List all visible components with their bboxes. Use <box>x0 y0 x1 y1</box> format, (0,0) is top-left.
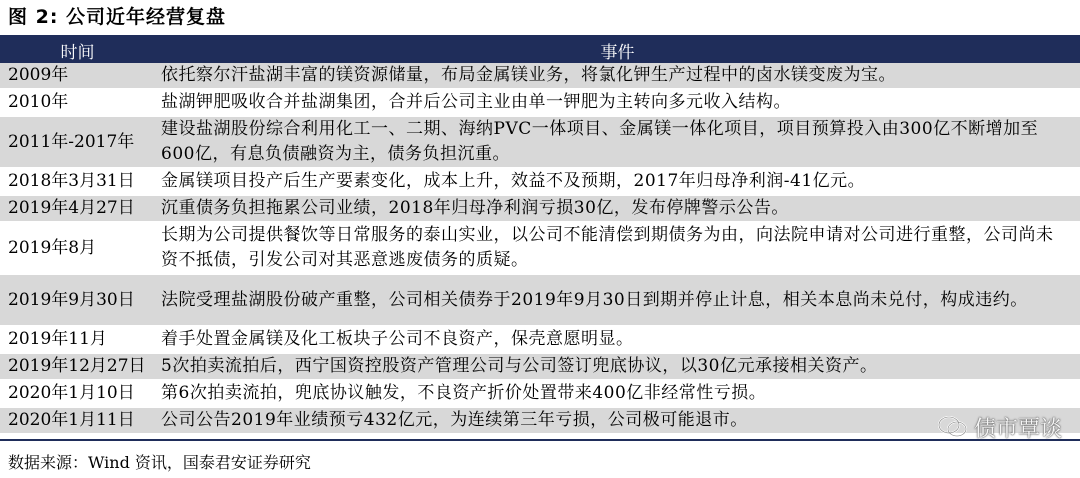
row-time: 2019年9月30日 <box>0 274 155 326</box>
header-time: 时间 <box>0 37 155 63</box>
table-header-row <box>0 37 1080 63</box>
row-event: 公司公告2019年业绩预亏432亿元，为连续第三年亏损，公司极可能退市。 <box>155 407 1080 434</box>
row-time: 2010年 <box>0 89 155 116</box>
row-time: 2019年12月27日 <box>0 353 155 380</box>
header-event: 事件 <box>155 37 1080 63</box>
row-time: 2019年11月 <box>0 326 155 353</box>
row-event: 金属镁项目投产后生产要素变化，成本上升，效益不及预期，2017年归母净利润-41亿元。 <box>155 168 1080 195</box>
row-time: 2019年8月 <box>0 222 155 274</box>
row-time: 2018年3月31日 <box>0 168 155 195</box>
row-time: 2019年4月27日 <box>0 195 155 222</box>
row-event: 5次拍卖流拍后，西宁国资控股资产管理公司与公司签订兜底协议，以30亿元承接相关资产。 <box>155 353 1080 380</box>
table-row <box>0 353 1080 380</box>
row-event: 建设盐湖股份综合利用化工一、二期、海纳PVC一体项目、金属镁一体化项目，项目预算投入由300亿不断增加至600亿，有息负债融资为主，债务负担沉重。 <box>155 116 1080 168</box>
row-event: 法院受理盐湖股份破产重整，公司相关债券于2019年9月30日到期并停止计息，相关本息尚未兑付，构成违约。 <box>155 274 1080 326</box>
row-event: 第6次拍卖流拍，兜底协议触发，不良资产折价处置带来400亿非经常性亏损。 <box>155 380 1080 407</box>
row-event: 盐湖钾肥吸收合并盐湖集团，合并后公司主业由单一钾肥为主转向多元收入结构。 <box>155 89 1080 116</box>
row-event: 依托察尔汗盐湖丰富的镁资源储量，布局金属镁业务，将氯化钾生产过程中的卤水镁变废为宝。 <box>155 63 1080 89</box>
table-row <box>0 116 1080 168</box>
table-row <box>0 222 1080 274</box>
row-time: 2020年1月11日 <box>0 407 155 434</box>
table-row <box>0 195 1080 222</box>
table-row <box>0 89 1080 116</box>
source-note: 数据来源：Wind 资讯，国泰君安证券研究 <box>8 453 311 472</box>
row-event: 沉重债务负担拖累公司业绩，2018年归母净利润亏损30亿，发布停牌警示公告。 <box>155 195 1080 222</box>
table-row <box>0 63 1080 89</box>
figure-title: 图 2: 公司近年经营复盘 <box>8 6 227 28</box>
wechat-icon <box>938 415 968 439</box>
row-event: 长期为公司提供餐饮等日常服务的泰山实业，以公司不能清偿到期债务为由，向法院申请对公司进行重整，公司尚未资不抵债，引发公司对其恶意逃废债务的质疑。 <box>155 222 1080 274</box>
watermark <box>938 412 1062 442</box>
row-time: 2009年 <box>0 63 155 89</box>
table-row <box>0 326 1080 353</box>
events-table <box>0 37 1080 435</box>
table-row <box>0 380 1080 407</box>
watermark-text: 债市覃谈 <box>973 416 1062 442</box>
bottom-rule <box>0 439 1080 441</box>
table-row <box>0 274 1080 326</box>
table-row <box>0 407 1080 434</box>
table-row <box>0 168 1080 195</box>
row-time: 2020年1月10日 <box>0 380 155 407</box>
row-time: 2011年-2017年 <box>0 116 155 168</box>
row-event: 着手处置金属镁及化工板块子公司不良资产，保壳意愿明显。 <box>155 326 1080 353</box>
